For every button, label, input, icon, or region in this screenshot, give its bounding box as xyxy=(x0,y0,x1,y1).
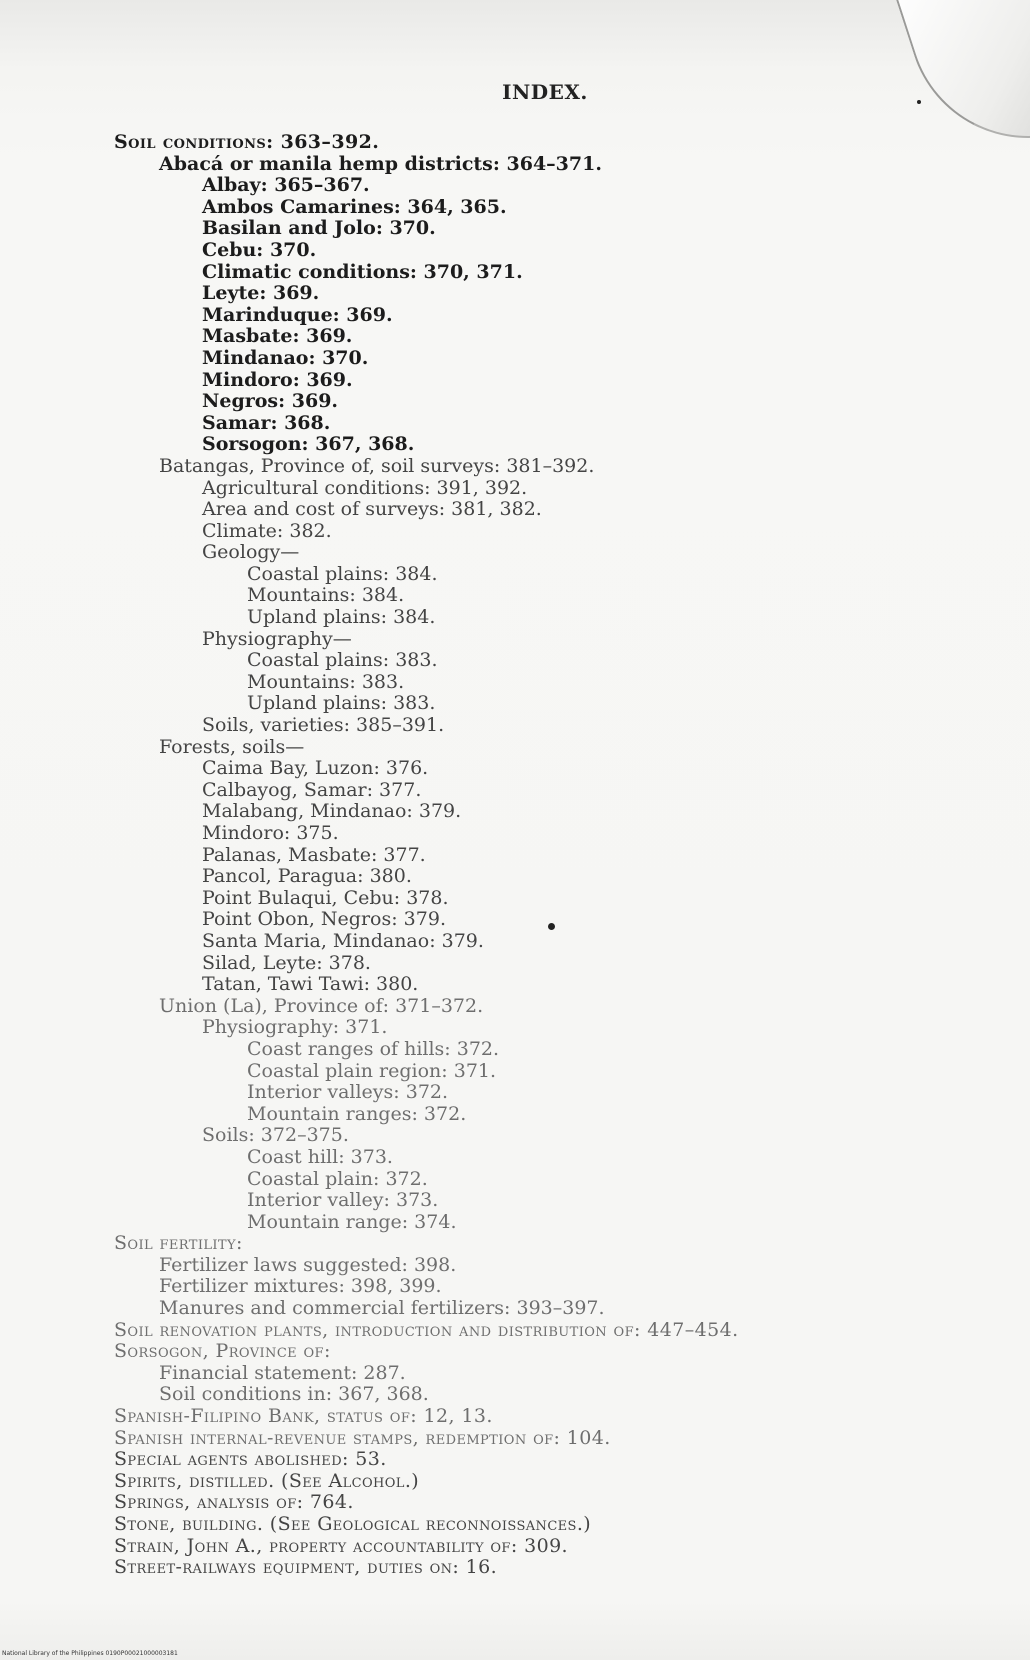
index-subentry: Coastal plains: 383. xyxy=(247,649,438,672)
index-subentry: Soil conditions in: 367, 368. xyxy=(159,1383,429,1406)
index-entry: Soil renovation plants, introduction and distribution of: 447–454. xyxy=(114,1318,739,1341)
index-entry: Sorsogon, Province of: xyxy=(114,1340,331,1363)
index-list xyxy=(114,132,1014,1579)
index-subentry: Manures and commercial fertilizers: 393–397. xyxy=(159,1297,605,1320)
index-subentry: Point Bulaqui, Cebu: 378. xyxy=(202,886,449,909)
index-subentry: Mountain ranges: 372. xyxy=(247,1102,467,1125)
index-subentry: Union (La), Province of: 371–372. xyxy=(159,994,484,1017)
index-subentry: Silad, Leyte: 378. xyxy=(202,951,371,974)
index-subentry: Coast hill: 373. xyxy=(247,1145,393,1168)
index-subentry: Area and cost of surveys: 381, 382. xyxy=(202,498,542,521)
index-subentry: Soils, varieties: 385–391. xyxy=(202,714,445,737)
index-subentry: Physiography— xyxy=(202,627,352,650)
index-subentry: Palanas, Masbate: 377. xyxy=(202,843,426,866)
index-entry: Strain, John A., property accountability of: 309. xyxy=(114,1534,568,1557)
index-subentry: Fertilizer laws suggested: 398. xyxy=(159,1253,457,1276)
index-subentry: Calbayog, Samar: 377. xyxy=(202,778,422,801)
index-subentry: Coastal plain region: 371. xyxy=(247,1059,497,1082)
index-subentry: Abacá or manila hemp districts: 364–371. xyxy=(159,152,602,175)
index-subentry: Pancol, Paragua: 380. xyxy=(202,865,412,888)
index-entry: Spirits, distilled. (See Alcohol.) xyxy=(114,1469,420,1492)
index-entry: Soil conditions: 363–392. xyxy=(114,131,380,153)
index-subentry: Mountains: 384. xyxy=(247,584,405,607)
index-subentry: Malabang, Mindanao: 379. xyxy=(202,800,462,823)
index-subentry: Interior valleys: 372. xyxy=(247,1081,449,1104)
index-subentry: Basilan and Jolo: 370. xyxy=(202,217,436,240)
index-subentry: Tatan, Tawi Tawi: 380. xyxy=(202,973,419,996)
footer-stamp: National Library of the Philippines 0190P00021000003181 xyxy=(2,1650,178,1657)
index-subentry: Physiography: 371. xyxy=(202,1016,388,1039)
index-subentry: Upland plains: 384. xyxy=(247,606,436,629)
index-subentry: Interior valley: 373. xyxy=(247,1189,439,1212)
index-entry: Stone, building. (See Geological reconnoissances.) xyxy=(114,1513,592,1535)
index-subentry: Mindoro: 369. xyxy=(202,368,353,391)
index-subentry: Masbate: 369. xyxy=(202,325,353,348)
index-subentry: Soils: 372–375. xyxy=(202,1124,349,1147)
index-subentry: Coast ranges of hills: 372. xyxy=(247,1037,500,1060)
index-subentry: Climate: 382. xyxy=(202,519,332,542)
index-subentry: Point Obon, Negros: 379. xyxy=(202,908,446,931)
index-subentry: Mountains: 383. xyxy=(247,670,405,693)
index-subentry: Forests, soils— xyxy=(159,735,305,758)
index-subentry: Sorsogon: 367, 368. xyxy=(202,433,415,456)
page-heading: INDEX. xyxy=(502,80,588,104)
index-subentry: Caima Bay, Luzon: 376. xyxy=(202,757,429,780)
index-subentry: Batangas, Province of, soil surveys: 381–392. xyxy=(159,454,595,477)
index-subentry: Agricultural conditions: 391, 392. xyxy=(202,476,528,499)
index-subentry: Coastal plain: 372. xyxy=(247,1167,428,1190)
index-subentry: Mindoro: 375. xyxy=(202,822,339,844)
index-entry: Soil fertility: xyxy=(114,1232,243,1255)
index-subentry: Marinduque: 369. xyxy=(202,303,393,326)
index-entry: Springs, analysis of: 764. xyxy=(114,1491,354,1514)
index-subentry: Negros: 369. xyxy=(202,390,339,413)
index-subentry: Albay: 365–367. xyxy=(202,174,370,197)
index-subentry: Coastal plains: 384. xyxy=(247,562,438,585)
index-entry: Street-railways equipment, duties on: 16. xyxy=(114,1556,498,1579)
index-subentry: Geology— xyxy=(202,541,300,564)
index-subentry: Fertilizer mixtures: 398, 399. xyxy=(159,1275,442,1298)
index-subentry: Samar: 368. xyxy=(202,411,331,434)
index-subentry: Financial statement: 287. xyxy=(159,1361,406,1384)
index-subentry: Mountain range: 374. xyxy=(247,1210,457,1233)
index-subentry: Climatic conditions: 370, 371. xyxy=(202,260,523,283)
index-subentry: Upland plains: 383. xyxy=(247,692,436,715)
index-subentry: Leyte: 369. xyxy=(202,282,320,305)
index-subentry: Cebu: 370. xyxy=(202,238,317,261)
index-subentry: Santa Maria, Mindanao: 379. xyxy=(202,929,484,952)
index-entry: Spanish-Filipino Bank, status of: 12, 13. xyxy=(114,1405,493,1428)
index-entry: Spanish internal-revenue stamps, redemption of: 104. xyxy=(114,1426,611,1449)
index-subentry: Ambos Camarines: 364, 365. xyxy=(202,195,507,218)
index-entry: Special agents abolished: 53. xyxy=(114,1448,387,1471)
index-subentry: Mindanao: 370. xyxy=(202,346,369,369)
